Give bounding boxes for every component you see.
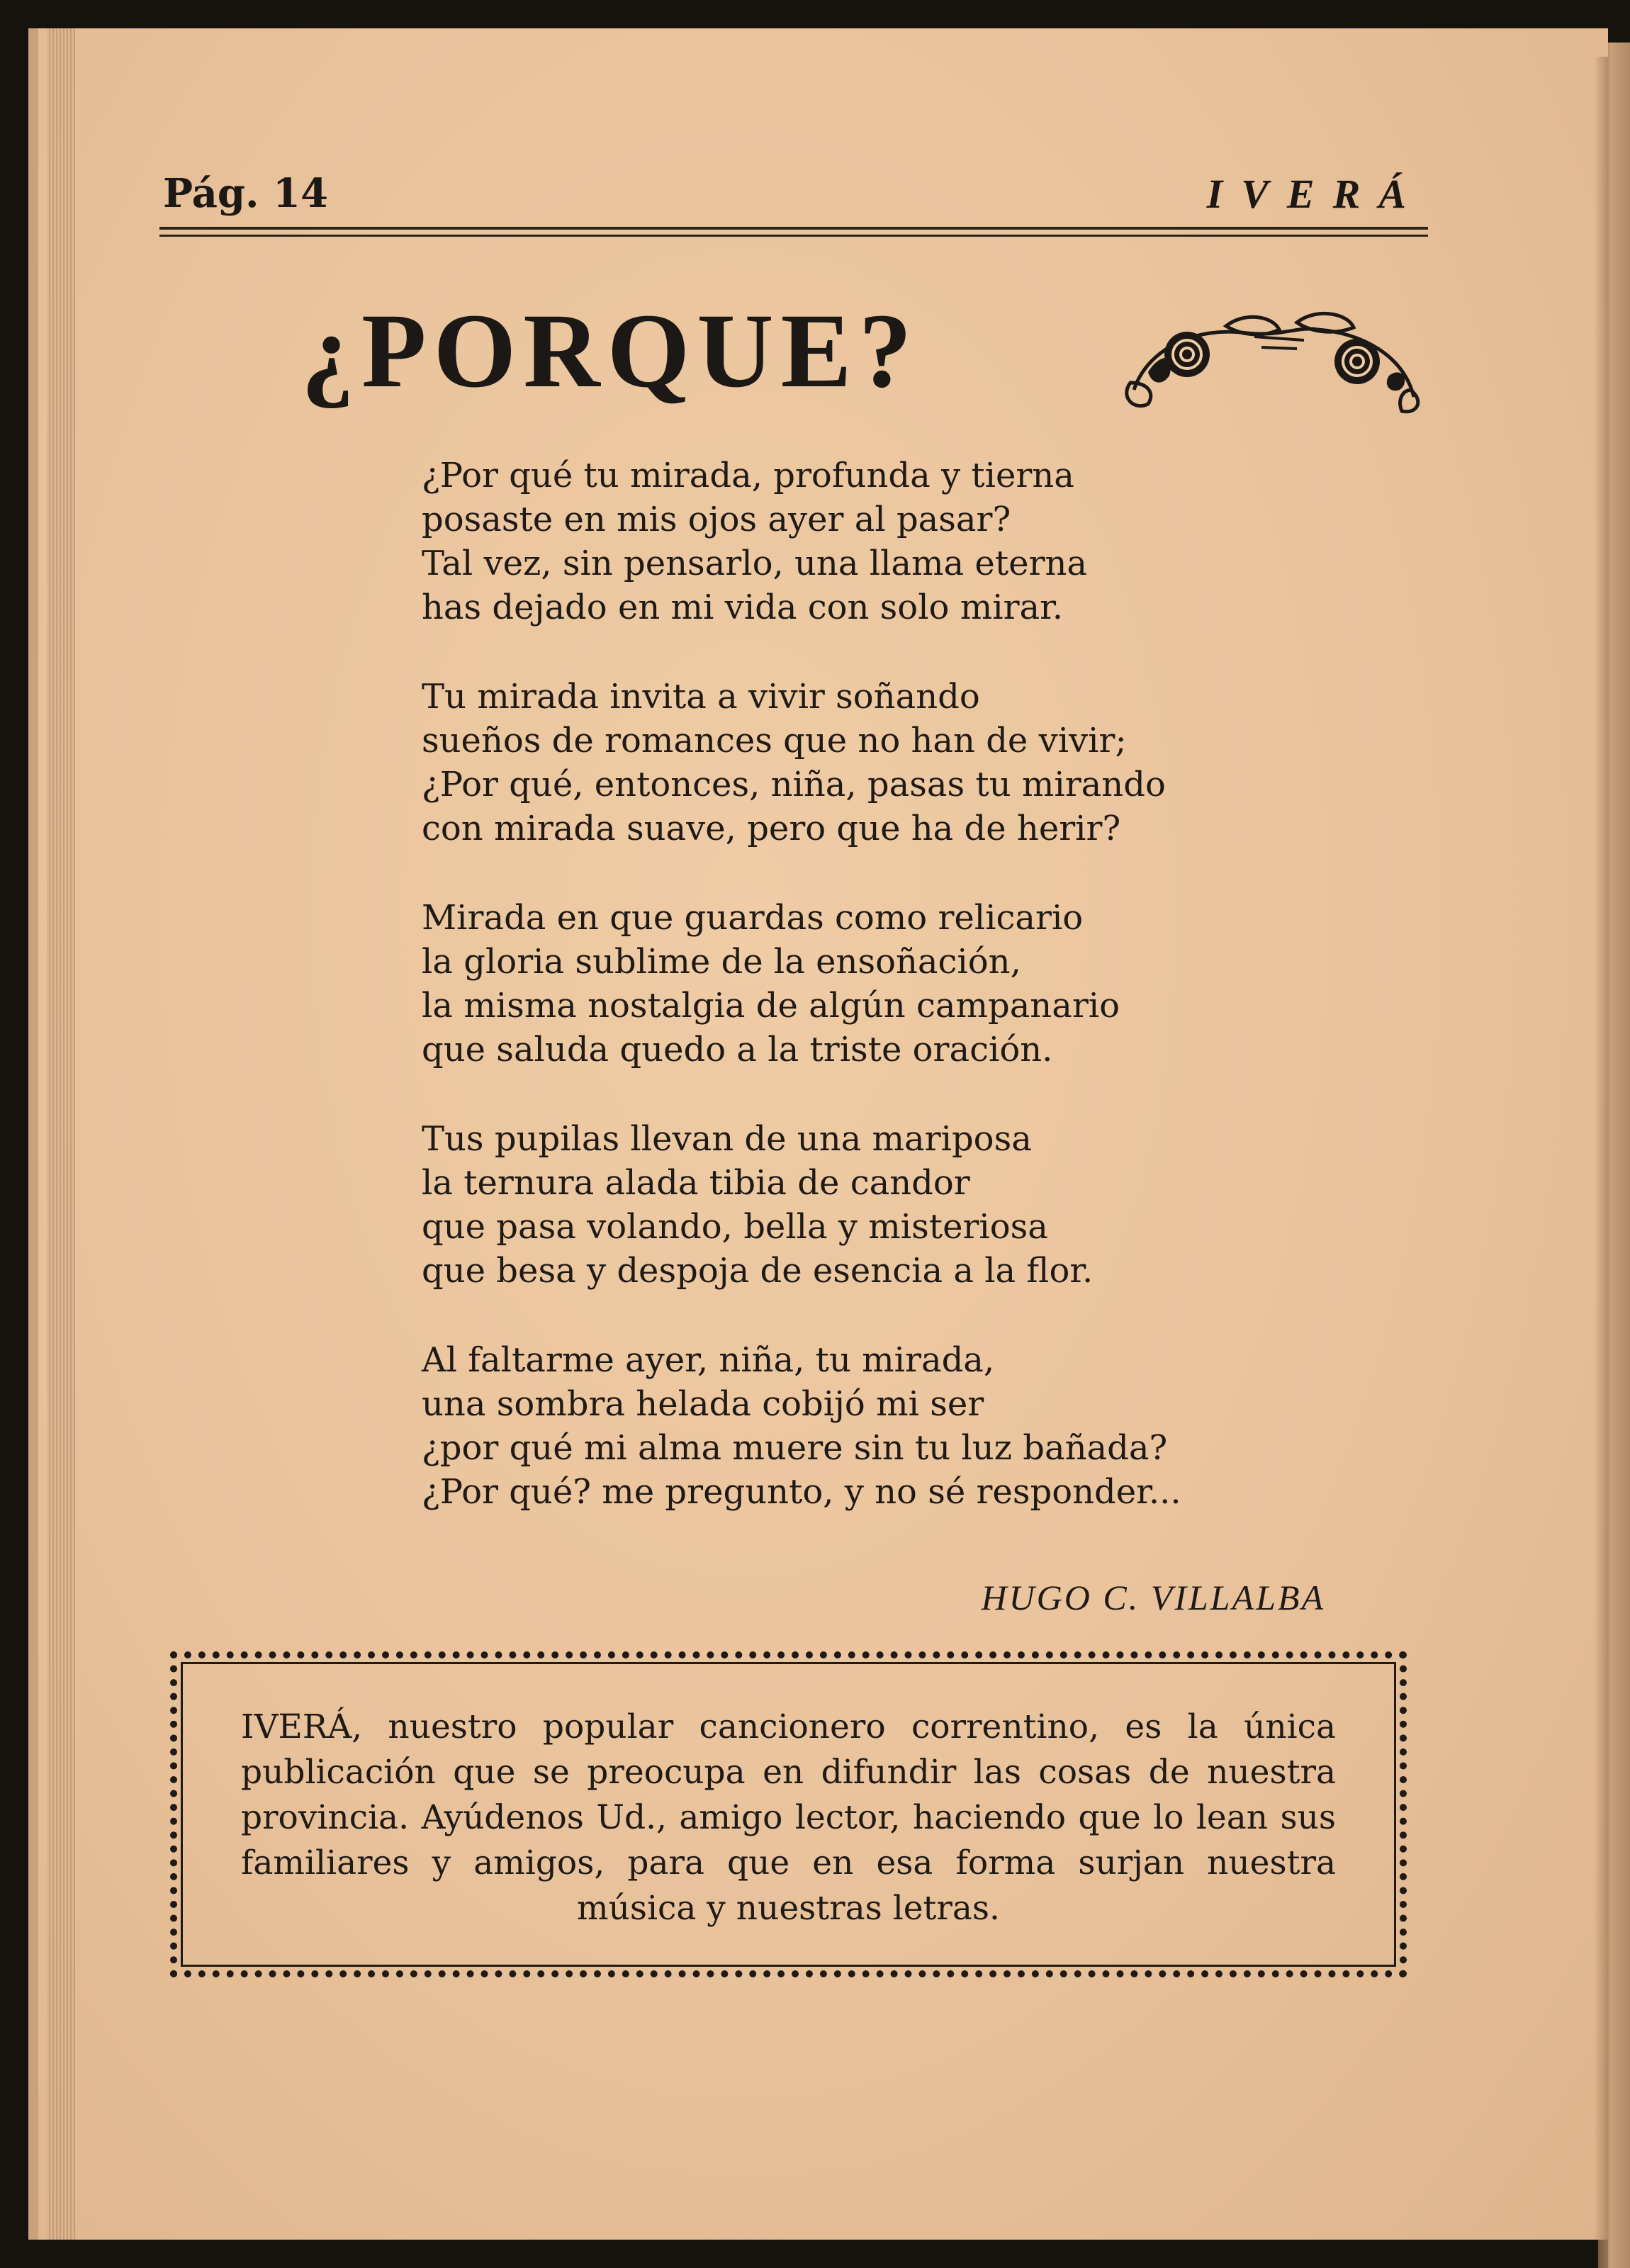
poem-line: la gloria sublime de la ensoñación, xyxy=(422,942,1021,982)
page-number: Pág. 14 xyxy=(163,170,328,217)
poem-line: posaste en mis ojos ayer al pasar? xyxy=(422,500,1011,539)
page-fold-shadow xyxy=(1594,57,1608,2268)
poem-line: ¿por qué mi alma muere sin tu luz bañada? xyxy=(422,1428,1168,1468)
poem-line: Tus pupilas llevan de una mariposa xyxy=(422,1119,1032,1159)
rose-garland-icon xyxy=(1120,305,1424,418)
poem-line: con mirada suave, pero que ha de herir? xyxy=(422,809,1121,848)
header-rule xyxy=(159,227,1428,237)
stanza xyxy=(422,1117,1272,1293)
poem-body xyxy=(422,454,1272,1559)
poem-line: que saluda quedo a la triste oración. xyxy=(422,1030,1053,1070)
page-stack-edge xyxy=(47,28,75,2240)
stanza xyxy=(422,1338,1272,1514)
stanza xyxy=(422,675,1272,850)
poem-line: que pasa volando, bella y misteriosa xyxy=(422,1207,1048,1247)
poem-line: has dejado en mi vida con solo mirar. xyxy=(422,588,1064,627)
poem-author: HUGO C. VILLALBA xyxy=(981,1578,1325,1617)
poem-line: la ternura alada tibia de candor xyxy=(422,1163,970,1203)
publication-name: IVERÁ xyxy=(1206,171,1424,217)
poem-line: sueños de romances que no han de vivir; xyxy=(422,721,1127,760)
poem-title: ¿PORQUE? xyxy=(301,292,919,410)
poem-line: ¿Por qué? me pregunto, y no sé responder... xyxy=(422,1472,1181,1512)
poem-line: Tu mirada invita a vivir soñando xyxy=(422,677,980,717)
poem-line: ¿Por qué, entonces, niña, pasas tu mirando xyxy=(422,765,1166,804)
stanza xyxy=(422,896,1272,1072)
poem-line: que besa y despoja de esencia a la flor. xyxy=(422,1251,1094,1291)
poem-line: Al faltarme ayer, niña, tu mirada, xyxy=(422,1340,995,1380)
poem-line: Tal vez, sin pensarlo, una llama eterna xyxy=(422,544,1087,583)
poem-line: ¿Por qué tu mirada, profunda y tierna xyxy=(422,456,1074,495)
poem-line: Mirada en que guardas como relicario xyxy=(422,898,1084,938)
stanza xyxy=(422,454,1272,629)
poem-line: una sombra helada cobijó mi ser xyxy=(422,1384,984,1424)
poem-line: la misma nostalgia de algún campanario xyxy=(422,986,1120,1026)
notice-box xyxy=(170,1651,1407,1977)
notice-text: IVERÁ, nuestro popular cancionero correntino, es la única publicación que se preocupa en difundir las cosas de nuestra provincia. Ayúdenos Ud., amigo lector, haciendo que lo lean sus familiares y amigos, para que en esa forma surjan nuestra música y nuestras letras. xyxy=(241,1707,1336,1928)
